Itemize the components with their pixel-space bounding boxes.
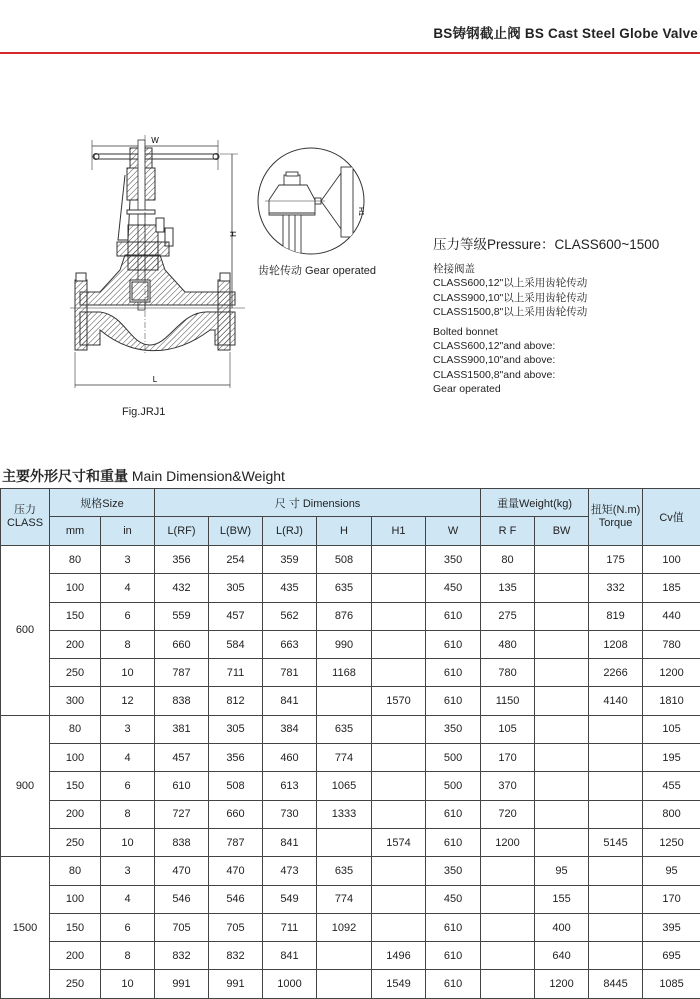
cell-weight-rf: 135: [481, 574, 535, 602]
cell-w: 500: [426, 744, 481, 772]
cell-l-rj: 841: [263, 828, 317, 856]
cell-l-rf: 457: [155, 744, 209, 772]
cell-h: [317, 687, 372, 715]
table-row: [1, 970, 700, 998]
cell-l-rf: 559: [155, 602, 209, 630]
cell-l-bw: 991: [209, 970, 263, 998]
cell-torque: [589, 857, 643, 885]
cell-w: 610: [426, 913, 481, 941]
cell-w: 610: [426, 630, 481, 658]
w-dimension-label: W: [151, 136, 159, 145]
cell-weight-rf: [481, 857, 535, 885]
cell-weight-rf: 170: [481, 744, 535, 772]
cell-l-rf: 991: [155, 970, 209, 998]
cell-cv: 395: [643, 913, 700, 941]
cell-size-in: 6: [101, 772, 155, 800]
cell-h: 990: [317, 630, 372, 658]
cell-torque: 4140: [589, 687, 643, 715]
table-row: [1, 800, 700, 828]
bonnet-note-en-line: CLASS600,12"and above:: [433, 339, 587, 353]
cell-h1: [372, 659, 426, 687]
cell-h: 508: [317, 546, 372, 574]
cell-size-mm: 100: [50, 574, 101, 602]
cell-w: 450: [426, 885, 481, 913]
cell-weight-bw: 155: [535, 885, 589, 913]
pressure-class-heading: 压力等级Pressure：CLASS600~1500: [433, 233, 659, 253]
cell-size-mm: 80: [50, 546, 101, 574]
cell-weight-rf: [481, 885, 535, 913]
cell-torque: 2266: [589, 659, 643, 687]
cell-weight-bw: [535, 630, 589, 658]
cell-cv: 695: [643, 942, 700, 970]
cell-torque: 1208: [589, 630, 643, 658]
cell-w: 610: [426, 602, 481, 630]
cell-weight-rf: 1150: [481, 687, 535, 715]
cell-size-mm: 300: [50, 687, 101, 715]
cell-cv: 1085: [643, 970, 700, 998]
cell-h1: 1549: [372, 970, 426, 998]
cell-torque: 5145: [589, 828, 643, 856]
cell-l-rj: 435: [263, 574, 317, 602]
cell-torque: 8445: [589, 970, 643, 998]
cell-weight-bw: 640: [535, 942, 589, 970]
class-cell: 900: [1, 715, 50, 856]
header-torque-en: Torque: [599, 517, 633, 529]
cell-weight-bw: [535, 744, 589, 772]
cell-cv: 100: [643, 546, 700, 574]
cell-weight-bw: [535, 828, 589, 856]
cell-weight-rf: 80: [481, 546, 535, 574]
bonnet-note-cn-title: 栓接阀盖: [433, 262, 587, 276]
cell-l-rf: 727: [155, 800, 209, 828]
cell-weight-rf: 720: [481, 800, 535, 828]
cell-l-rf: 610: [155, 772, 209, 800]
cell-size-mm: 100: [50, 744, 101, 772]
cell-weight-bw: 1200: [535, 970, 589, 998]
globe-valve-drawing: [70, 130, 245, 395]
cell-w: 610: [426, 828, 481, 856]
cell-torque: [589, 744, 643, 772]
cell-l-bw: 584: [209, 630, 263, 658]
cell-l-rj: 663: [263, 630, 317, 658]
section-title-en: Main Dimension&Weight: [128, 468, 285, 484]
cell-weight-rf: 1200: [481, 828, 535, 856]
bonnet-note-en-line: CLASS1500,8"and above:: [433, 368, 587, 382]
cell-h1: [372, 857, 426, 885]
cell-l-rf: 838: [155, 687, 209, 715]
cell-torque: [589, 800, 643, 828]
cell-h: [317, 828, 372, 856]
cell-l-rj: 549: [263, 885, 317, 913]
cell-l-rj: 1000: [263, 970, 317, 998]
cell-size-in: 10: [101, 659, 155, 687]
table-row: [1, 715, 700, 743]
cell-size-in: 3: [101, 857, 155, 885]
cell-cv: 195: [643, 744, 700, 772]
cell-cv: 1250: [643, 828, 700, 856]
table-row: [1, 828, 700, 856]
cell-weight-bw: [535, 574, 589, 602]
cell-h1: [372, 546, 426, 574]
cell-l-bw: 787: [209, 828, 263, 856]
cell-h1: [372, 630, 426, 658]
cell-h: 1168: [317, 659, 372, 687]
table-row: [1, 857, 700, 885]
cell-h1: [372, 744, 426, 772]
cell-l-bw: 470: [209, 857, 263, 885]
cell-torque: [589, 913, 643, 941]
cell-l-rj: 730: [263, 800, 317, 828]
cell-h1: [372, 602, 426, 630]
cell-l-bw: 254: [209, 546, 263, 574]
cell-h: 774: [317, 885, 372, 913]
cell-l-bw: 457: [209, 602, 263, 630]
cell-l-bw: 508: [209, 772, 263, 800]
header-l-rf: L(RF): [155, 517, 209, 546]
cell-size-in: 6: [101, 602, 155, 630]
table-row: [1, 885, 700, 913]
cell-size-in: 4: [101, 885, 155, 913]
cell-l-rf: 660: [155, 630, 209, 658]
dimension-table: [0, 488, 700, 999]
cell-weight-rf: 275: [481, 602, 535, 630]
cell-torque: [589, 715, 643, 743]
cell-h1: [372, 574, 426, 602]
cell-l-rf: 546: [155, 885, 209, 913]
header-class-en: CLASS: [7, 517, 43, 529]
cell-size-in: 10: [101, 970, 155, 998]
cell-torque: 819: [589, 602, 643, 630]
cell-size-in: 8: [101, 942, 155, 970]
cell-weight-rf: 780: [481, 659, 535, 687]
cell-torque: [589, 942, 643, 970]
cell-size-mm: 200: [50, 630, 101, 658]
bonnet-note-cn-line: CLASS600,12"以上采用齿轮传动: [433, 276, 587, 290]
cell-w: 450: [426, 574, 481, 602]
cell-l-rj: 841: [263, 687, 317, 715]
cell-l-rf: 470: [155, 857, 209, 885]
header-cv: Cv值: [643, 489, 700, 546]
cell-h1: 1496: [372, 942, 426, 970]
cell-size-in: 4: [101, 744, 155, 772]
page-title: BS铸钢截止阀 BS Cast Steel Globe Valve: [433, 22, 698, 42]
l-dimension-label: L: [153, 375, 158, 384]
header-in: in: [101, 517, 155, 546]
cell-size-in: 8: [101, 630, 155, 658]
cell-w: 610: [426, 942, 481, 970]
cell-l-bw: 305: [209, 574, 263, 602]
cell-l-rf: 787: [155, 659, 209, 687]
table-row: [1, 630, 700, 658]
cell-l-rj: 781: [263, 659, 317, 687]
header-l-bw: L(BW): [209, 517, 263, 546]
cell-h: 876: [317, 602, 372, 630]
header-h: H: [317, 517, 372, 546]
cell-cv: 800: [643, 800, 700, 828]
cell-h: 1333: [317, 800, 372, 828]
class-cell: 600: [1, 546, 50, 716]
cell-cv: 95: [643, 857, 700, 885]
cell-l-bw: 705: [209, 913, 263, 941]
cell-cv: 780: [643, 630, 700, 658]
cell-size-in: 3: [101, 546, 155, 574]
cell-cv: 170: [643, 885, 700, 913]
table-row: [1, 687, 700, 715]
header-bw-weight: BW: [535, 517, 589, 546]
bonnet-note-cn-line: CLASS900,10"以上采用齿轮传动: [433, 291, 587, 305]
cell-size-mm: 80: [50, 715, 101, 743]
cell-weight-rf: [481, 970, 535, 998]
cell-w: 350: [426, 715, 481, 743]
cell-l-bw: 711: [209, 659, 263, 687]
table-row: [1, 913, 700, 941]
table-row: [1, 744, 700, 772]
cell-l-rj: 613: [263, 772, 317, 800]
cell-size-mm: 100: [50, 885, 101, 913]
cell-h: 635: [317, 715, 372, 743]
cell-h1: [372, 715, 426, 743]
cell-h: 1065: [317, 772, 372, 800]
cell-weight-bw: [535, 715, 589, 743]
table-row: [1, 942, 700, 970]
cell-cv: 455: [643, 772, 700, 800]
header-weight: 重量Weight(kg): [481, 489, 589, 517]
cell-cv: 440: [643, 602, 700, 630]
cell-size-mm: 200: [50, 942, 101, 970]
cell-l-bw: 812: [209, 687, 263, 715]
cell-size-mm: 80: [50, 857, 101, 885]
header-mm: mm: [50, 517, 101, 546]
cell-h: 635: [317, 857, 372, 885]
table-row: [1, 772, 700, 800]
cell-w: 350: [426, 546, 481, 574]
section-title-cn: 主要外形尺寸和重量: [2, 468, 128, 484]
cell-l-rj: 562: [263, 602, 317, 630]
cell-w: 500: [426, 772, 481, 800]
cell-h: [317, 942, 372, 970]
cell-l-rf: 838: [155, 828, 209, 856]
table-row: [1, 602, 700, 630]
cell-weight-rf: 105: [481, 715, 535, 743]
cell-h: 635: [317, 574, 372, 602]
h-dimension-label: H: [229, 231, 238, 237]
cell-size-mm: 250: [50, 828, 101, 856]
cell-torque: [589, 885, 643, 913]
section-title: [2, 466, 285, 486]
cell-w: 610: [426, 687, 481, 715]
cell-size-in: 6: [101, 913, 155, 941]
cell-size-mm: 150: [50, 602, 101, 630]
cell-l-rj: 473: [263, 857, 317, 885]
cell-l-rf: 432: [155, 574, 209, 602]
cell-cv: 185: [643, 574, 700, 602]
cell-l-rj: 841: [263, 942, 317, 970]
cell-w: 610: [426, 970, 481, 998]
cell-h1: [372, 913, 426, 941]
cell-h1: 1570: [372, 687, 426, 715]
cell-size-mm: 150: [50, 772, 101, 800]
cell-h1: [372, 800, 426, 828]
figure-caption: Fig.JRJ1: [122, 406, 165, 418]
cell-torque: [589, 772, 643, 800]
cell-w: 350: [426, 857, 481, 885]
cell-h1: 1574: [372, 828, 426, 856]
cell-size-mm: 150: [50, 913, 101, 941]
cell-size-in: 4: [101, 574, 155, 602]
h1-dimension-label: H1: [357, 207, 364, 216]
header-h1: H1: [372, 517, 426, 546]
cell-weight-bw: 95: [535, 857, 589, 885]
cell-h: 774: [317, 744, 372, 772]
cell-l-bw: 660: [209, 800, 263, 828]
cell-l-rj: 359: [263, 546, 317, 574]
cell-l-rf: 356: [155, 546, 209, 574]
cell-l-rj: 711: [263, 913, 317, 941]
cell-weight-rf: [481, 942, 535, 970]
cell-cv: 1810: [643, 687, 700, 715]
cell-size-in: 8: [101, 800, 155, 828]
cell-l-rf: 705: [155, 913, 209, 941]
title-underline: [0, 52, 700, 54]
bonnet-note-en-title: Bolted bonnet: [433, 325, 587, 339]
header-torque-cn: 扭矩(N.m): [591, 504, 641, 516]
cell-w: 610: [426, 659, 481, 687]
cell-l-rf: 832: [155, 942, 209, 970]
bonnet-notes: [433, 262, 587, 397]
cell-h1: [372, 885, 426, 913]
bonnet-note-en-line: Gear operated: [433, 382, 587, 396]
cell-size-in: 12: [101, 687, 155, 715]
cell-weight-bw: 400: [535, 913, 589, 941]
cell-torque: 175: [589, 546, 643, 574]
cell-size-mm: 250: [50, 970, 101, 998]
header-size: 规格Size: [50, 489, 155, 517]
cell-weight-bw: [535, 800, 589, 828]
gear-operated-caption: 齿轮传动 Gear operated: [258, 262, 376, 278]
cell-weight-bw: [535, 546, 589, 574]
cell-size-mm: 250: [50, 659, 101, 687]
cell-weight-rf: [481, 913, 535, 941]
header-w: W: [426, 517, 481, 546]
header-dimensions: 尺 寸 Dimensions: [155, 489, 481, 517]
table-row: [1, 546, 700, 574]
cell-weight-bw: [535, 772, 589, 800]
cell-cv: 105: [643, 715, 700, 743]
cell-weight-bw: [535, 687, 589, 715]
cell-l-bw: 832: [209, 942, 263, 970]
header-rf-weight: R F: [481, 517, 535, 546]
cell-l-bw: 356: [209, 744, 263, 772]
gear-operator-drawing: [255, 145, 367, 257]
header-class: [1, 489, 50, 546]
header-class-cn: 压力: [14, 504, 36, 516]
header-l-rj: L(RJ): [263, 517, 317, 546]
cell-size-in: 10: [101, 828, 155, 856]
bonnet-note-en-line: CLASS900,10"and above:: [433, 353, 587, 367]
cell-weight-rf: 480: [481, 630, 535, 658]
cell-l-bw: 305: [209, 715, 263, 743]
bonnet-note-cn-line: CLASS1500,8"以上采用齿轮传动: [433, 305, 587, 319]
cell-torque: 332: [589, 574, 643, 602]
cell-h1: [372, 772, 426, 800]
cell-size-in: 3: [101, 715, 155, 743]
cell-weight-rf: 370: [481, 772, 535, 800]
cell-size-mm: 200: [50, 800, 101, 828]
cell-weight-bw: [535, 659, 589, 687]
header-torque: [589, 489, 643, 546]
table-row: [1, 574, 700, 602]
class-cell: 1500: [1, 857, 50, 998]
cell-l-rf: 381: [155, 715, 209, 743]
cell-w: 610: [426, 800, 481, 828]
cell-cv: 1200: [643, 659, 700, 687]
cell-h: [317, 970, 372, 998]
cell-weight-bw: [535, 602, 589, 630]
cell-l-rj: 460: [263, 744, 317, 772]
cell-l-rj: 384: [263, 715, 317, 743]
cell-l-bw: 546: [209, 885, 263, 913]
cell-h: 1092: [317, 913, 372, 941]
table-row: [1, 659, 700, 687]
